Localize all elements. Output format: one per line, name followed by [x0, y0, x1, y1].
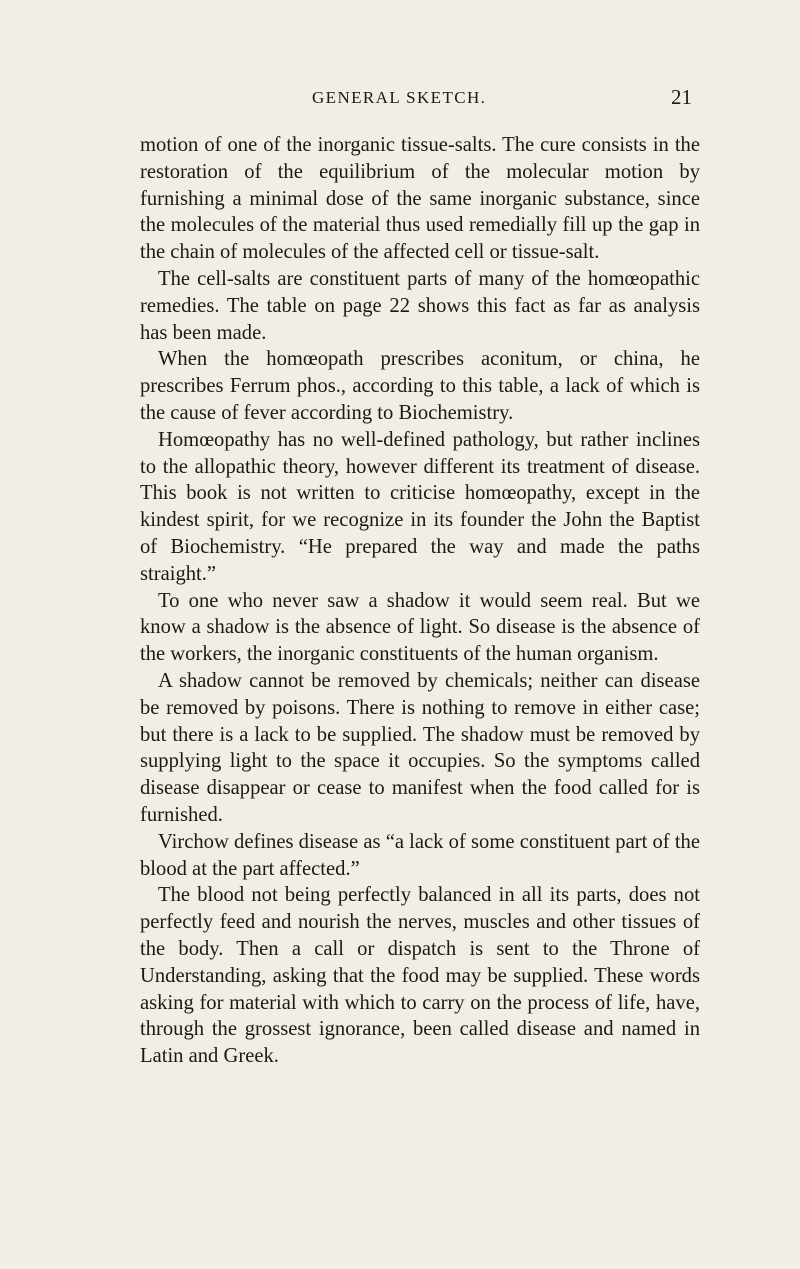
paragraph: When the homœopath prescribes aconitum, or china, he prescribes Ferrum phos., according to this table, a lack of which is the cause of fever according to Biochemistry. [140, 348, 700, 424]
page-number: 21 [671, 85, 692, 109]
paragraph: Virchow defines disease as “a lack of some constituent part of the blood at the part affected.” [140, 830, 700, 880]
page-header [142, 84, 696, 112]
paragraph: To one who never saw a shadow it would seem real. But we know a shadow is the absence of light. So disease is the absence of the workers, the inorganic constituents of the human organism. [140, 589, 700, 666]
paragraph: The cell-salts are constituent parts of many of the homœopathic remedies. The table on page 22 shows this fact as far as analysis has been made. [140, 267, 700, 344]
body-text [140, 132, 700, 1070]
paragraph: Homœopathy has no well-defined pathology, but rather inclines to the allopathic theory, however different its treatment of disease. This book is not written to criticise homœopathy, except in the kindest spirit, for we recognize in its founder the John the Baptist of Biochemistry. “He prepared the way and made the paths straight.” [140, 428, 700, 585]
running-head: GENERAL SKETCH. [312, 88, 487, 107]
paragraph: A shadow cannot be removed by chemicals; neither can disease be removed by poisons. There is nothing to remove in either case; but there is a lack to be supplied. The shadow must be removed by supplying light to the space it occupies. So the symptoms called disease disappear or cease to manifest when the food called for is furnished. [140, 669, 700, 826]
paragraph: The blood not being perfectly balanced in all its parts, does not perfectly feed and nourish the nerves, muscles and other tissues of the body. Then a call or dispatch is sent to the Throne of Understanding, asking that the food may be supplied. These words asking for material with which to carry on the process of life, have, through the grossest ignorance, been called disease and named in Latin and Greek. [140, 884, 700, 1068]
paragraph: motion of one of the inorganic tissue-salts. The cure consists in the restoration of the equilibrium of the molecular motion by furnishing a minimal dose of the same inorganic substance, since the molecules of the material thus used remedially fill up the gap in the chain of molecules of the affected cell or tissue-salt. [140, 134, 700, 264]
